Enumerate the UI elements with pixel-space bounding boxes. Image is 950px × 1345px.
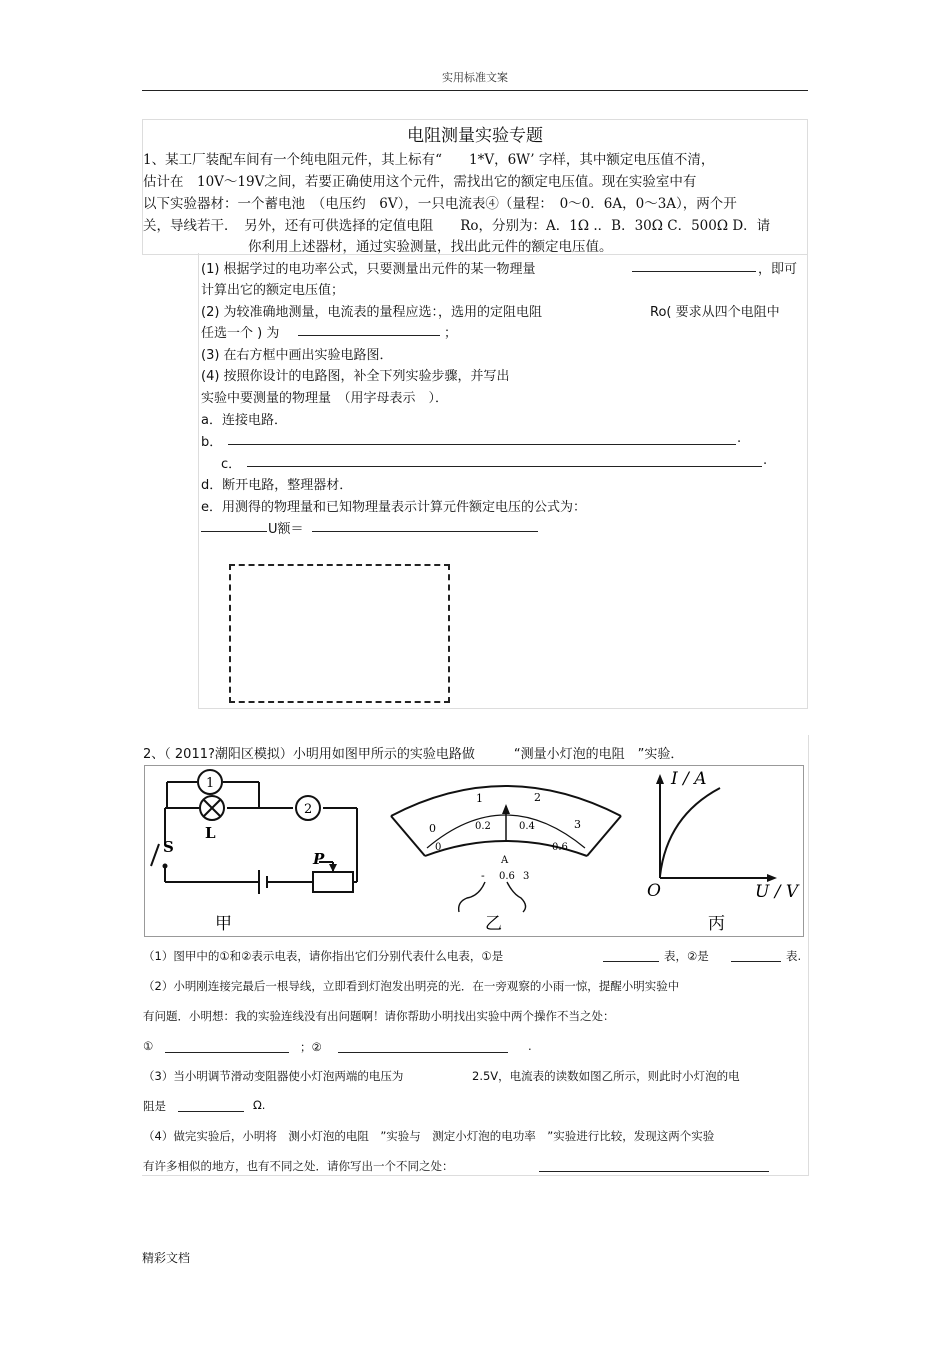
p1-q2-ro: Ro( 要求从四个电阻中 [650,305,780,320]
p1-step-b-blank[interactable] [228,431,736,445]
graph-xlabel: U / V [755,882,799,902]
p1-intro-line-1: 1、某工厂装配车间有一个纯电阻元件，其上标有“ 1*V，6W’ 字样，其中额定电压值不清， [143,152,715,168]
p2-q1-text: （1）图甲中的①和②表示电表，请你指出它们分别代表什么电表，①是 [143,949,504,963]
fig-label-yi: 乙 [485,914,502,934]
p1-intro-line-4: 关，导线若干． 另外，还有可供选择的定值电阻 Ro，分别为：A．1Ω .．B．30Ω C．500Ω D．请 [143,218,771,234]
p1-step-b-dot: . [737,431,742,446]
p2-figures [144,765,804,937]
dial-top-1: 1 [476,792,483,805]
p2-q3-cont: 2.5V，电流表的读数如图乙所示，则此时小灯泡的电 [472,1069,740,1083]
fig-label-jia: 甲 [215,914,232,934]
p2-q3-resist: 阻是 [143,1099,166,1113]
p1-q2-text: (2) 为较准确地测量，电流表的量程应选：，选用的定阻电阻 [201,305,543,320]
p1-q4-cont: 实验中要测量的物理量 （用字母表示 ）． [201,391,449,406]
p1-q1-text: (1) 根据学过的电功率公式，只要测量出元件的某一物理量 [201,262,536,277]
p1-q2-end: ； [444,326,458,341]
terminal-06: 0.6 [499,871,515,882]
p2-intro: 2、（ 2011?潮阳区模拟）小明用如图甲所示的实验电路做 “测量小灯泡的电阻 ”实验． [143,747,684,762]
dial-unit: A [501,855,509,866]
p2-q2-mark1: ① [143,1039,154,1053]
p2-q1-blank-2[interactable] [731,948,781,962]
p2-q2-mark2: ；② [300,1040,322,1054]
p1-step-d: d．断开电路，整理器材． [201,478,353,493]
page-title: 电阻测量实验专题 [407,126,543,146]
p1-step-c-dot: . [763,453,768,468]
p1-intro-line-5: 你利用上述器材，通过实验测量，找出此元件的额定电压值。 [248,239,613,255]
terminal-3: 3 [523,871,530,882]
page-footer: 精彩文档 [142,1251,191,1265]
p1-step-b: b． [201,435,223,450]
p1-step-c-blank[interactable] [247,453,762,467]
dial-bottom-0: 0 [435,842,442,853]
slider-label: P [313,850,325,868]
p1-q4-text: (4) 按照你设计的电路图，补全下列实验步骤，并写出 [201,369,510,384]
p1-step-a: a．连接电路． [201,413,287,428]
dial-top-3: 3 [574,818,581,831]
circuit-drawing-box[interactable] [229,564,450,703]
fig-label-bing: 丙 [708,914,725,934]
p2-q4-cont: 有许多相似的地方，也有不同之处．请你写出一个不同之处： [143,1159,454,1173]
p1-step-c: c． [221,457,242,472]
switch-label: S [163,838,174,856]
p1-q3-text: (3) 在右方框中画出实验电路图． [201,348,393,363]
p2-q3-unit: Ω. [253,1098,266,1112]
p2-q2-blank-1[interactable] [165,1039,289,1053]
dial-bottom-3: 0.6 [552,842,568,853]
p2-figures-svg [145,766,803,936]
p2-q4-text: （4）做完实验后，小明将 测小灯泡的电阻 ”实验与 测定小灯泡的电功率 ”实验进行比较，发现这两个实验 [143,1129,715,1143]
dial-bottom-1: 0.2 [475,821,491,832]
p1-formula-label: U额＝ [268,522,304,537]
p1-q1-suffix: ，即可 [758,262,798,277]
p2-q3-text: （3）当小明调节滑动变阻器使小灯泡两端的电压为 [143,1069,404,1083]
p1-q2-blank[interactable] [298,322,440,336]
p2-q2-blank-2[interactable] [338,1039,508,1053]
page-header: 实用标准文案 [442,71,508,84]
p2-q4-blank[interactable] [539,1158,769,1172]
p1-formula-blank-1[interactable] [201,518,267,532]
p1-q1-cont: 计算出它的额定电压值； [201,283,345,298]
p1-intro-line-2: 估计在 10V～19V之间，若要正确使用这个元件，需找出它的额定电压值。现在实验室中有 [143,174,697,190]
p2-q1-blank-1[interactable] [603,948,659,962]
p2-q1-end: 表. [786,949,802,963]
p1-q1-blank[interactable] [632,258,756,272]
p1-q2-cont: 任选一个 ) 为 [201,326,280,341]
iu-graph [660,778,773,878]
dial-top-2: 2 [534,791,541,804]
circuit-diagram [151,782,357,894]
dial-bottom-2: 0.4 [519,821,535,832]
terminal-minus: - [481,869,485,882]
dial-top-0: 0 [429,822,436,835]
ammeter-dial [391,786,621,856]
p1-formula-blank-2[interactable] [312,518,538,532]
meter-1-label: 1 [206,776,215,791]
p2-q2-cont: 有问题．小明想：我的实验连线没有出问题啊！请你帮助小明找出实验中两个操作不当之处： [143,1009,615,1023]
p2-q2-text: （2）小明刚连接完最后一根导线，立即看到灯泡发出明亮的光．在一旁观察的小雨一惊，提醒小明实验中 [143,979,680,993]
lamp-label: L [205,824,216,842]
p2-q2-dot: . [528,1039,532,1053]
graph-origin: O [647,881,661,901]
p2-q1-mid: 表，②是 [664,949,709,963]
header-rule [142,90,808,91]
p1-intro-line-3: 以下实验器材：一个蓄电池 （电压约 6V），一只电流表④（量程： 0～0．6A，0～3A），两个开 [143,196,737,212]
graph-ylabel: I / A [671,769,707,789]
p2-q3-blank[interactable] [178,1098,244,1112]
p1-step-e: e．用测得的物理量和已知物理量表示计算元件额定电压的公式为： [201,500,586,515]
meter-2-label: 2 [304,802,313,817]
